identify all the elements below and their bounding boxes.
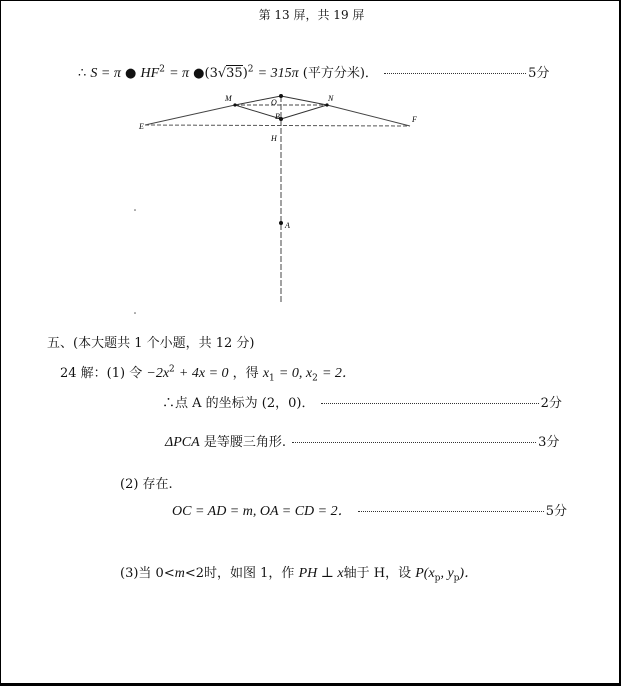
therefore-symbol: ∴ <box>78 66 87 81</box>
part3-end: )． <box>459 566 479 581</box>
point-a-line <box>162 392 562 411</box>
pca-symbol: ΔPCA <box>165 435 200 450</box>
pca-line <box>165 431 559 451</box>
line-e-m <box>145 105 235 125</box>
q24-part1-line <box>60 362 356 384</box>
x1-var: x <box>262 366 270 381</box>
x1-value: = 0, x <box>278 366 313 381</box>
square-exponent-2: 2 <box>247 64 254 75</box>
q24-intro: 24 解：(1) 令 <box>60 366 143 381</box>
s-equals: S = π <box>90 66 121 81</box>
quadratic-exponent: 2 <box>169 364 175 375</box>
point-a-score: 2分 <box>540 396 562 411</box>
bullet-operator: ● <box>125 66 137 81</box>
line-e-f <box>145 125 410 126</box>
score-leader-dots-3 <box>292 442 536 443</box>
square-exponent: 2 <box>159 64 165 75</box>
m-var: m <box>174 566 185 581</box>
linear-term: + 4x = 0 <box>178 366 229 381</box>
stray-dot-1 <box>134 209 136 211</box>
score-label: 5分 <box>528 66 550 81</box>
geometry-figure <box>125 88 425 318</box>
point-m <box>233 103 236 106</box>
score-leader-dots-4 <box>358 511 544 512</box>
label-b: B <box>275 112 280 121</box>
p-point: P(x <box>415 566 435 581</box>
part3-axis: 轴于 H，设 <box>343 566 412 581</box>
part3-intro: (3)当 0< <box>120 566 175 581</box>
unit-text: (平方分米)． <box>302 66 378 81</box>
score-leader-dots <box>384 73 526 74</box>
part3-line <box>120 562 478 584</box>
x2-sub: 2 <box>312 373 318 384</box>
section-five-heading: 五、(本大题共 1 个小题，共 12 分) <box>47 336 255 351</box>
page-header: 第 13 屏，共 19 屏 <box>258 8 365 22</box>
equality-score: 5分 <box>545 504 568 519</box>
comma-y: , y <box>440 566 454 581</box>
area-formula-line <box>78 62 549 82</box>
equality-line <box>172 500 567 520</box>
paren-open: (3 <box>204 66 218 81</box>
label-h: H <box>271 134 277 143</box>
point-n <box>325 103 328 106</box>
part2-heading: (2) 存在. <box>120 477 173 492</box>
label-n: N <box>328 94 334 103</box>
label-m: M <box>225 94 232 103</box>
quadratic-term: −2x <box>146 366 170 381</box>
point-a-text: ∴点 A 的坐标为 (2，0)． <box>162 396 315 411</box>
ph-perp: PH ⊥ x <box>298 566 344 581</box>
x1-sub: 1 <box>269 373 275 384</box>
pca-score: 3分 <box>538 435 560 450</box>
x2-value: = 2． <box>321 366 356 381</box>
xp-sub: p <box>434 573 441 584</box>
label-o: O <box>271 98 277 107</box>
label-f: F <box>412 115 417 124</box>
hf-term: HF <box>140 66 160 81</box>
result-value: = 315π <box>257 66 299 81</box>
line-n-f <box>327 105 410 126</box>
point-o <box>279 94 283 98</box>
sqrt-radicand: 35 <box>226 66 243 81</box>
score-leader-dots-2 <box>321 403 539 404</box>
part3-mid: <2时，如图 1，作 <box>184 566 295 581</box>
paren-close: ) <box>242 66 248 81</box>
line-b-n <box>281 105 327 119</box>
equals-pi: = π <box>169 66 190 81</box>
stray-dot-2 <box>134 312 136 314</box>
label-a: A <box>285 221 290 230</box>
point-a <box>279 221 283 225</box>
yp-sub: p <box>453 573 460 584</box>
line-o-n <box>281 96 327 105</box>
sqrt-sign: √ <box>217 66 227 81</box>
bullet-operator-2: ● <box>193 66 205 81</box>
pca-text: 是等腰三角形. <box>203 435 286 450</box>
equality-chain: OC = AD = m, OA = CD = 2． <box>172 504 352 519</box>
get-text: ，得 <box>232 366 259 381</box>
label-e: E <box>139 122 144 131</box>
